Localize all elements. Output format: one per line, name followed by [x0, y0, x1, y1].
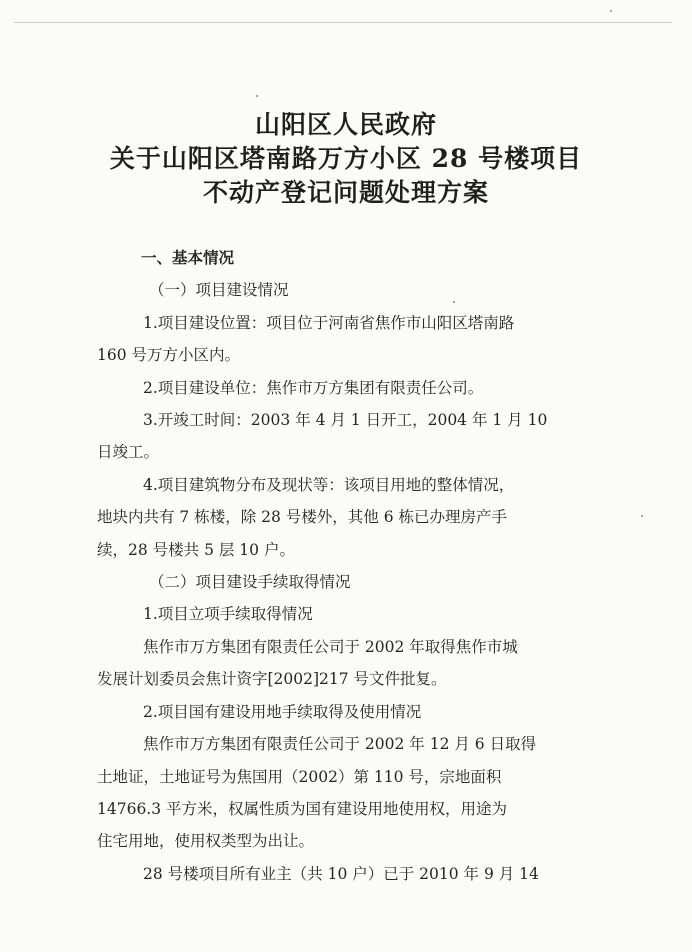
title-line-3: 不动产登记问题处理方案	[202, 178, 489, 207]
paragraph-line: 1.项目立项手续取得情况	[143, 605, 313, 624]
subsection-heading: （二）项目建设手续取得情况	[149, 573, 351, 592]
paragraph-line: 14766.3 平方米，权属性质为国有建设用地使用权，用途为	[97, 799, 508, 818]
document-title	[0, 108, 692, 210]
scan-edge-line	[14, 22, 672, 23]
paragraph-line: 发展计划委员会焦计资字[2002]217 号文件批复。	[97, 670, 447, 689]
paragraph-line: 1.项目建设位置：项目位于河南省焦作市山阳区塔南路	[143, 313, 515, 332]
paragraph-line: 地块内共有 7 栋楼，除 28 号楼外，其他 6 栋已办理房产手	[97, 508, 508, 527]
paragraph-line: 住宅用地，使用权类型为出让。	[97, 832, 315, 851]
section-heading: 一、基本情况	[141, 248, 235, 267]
paragraph-line: 焦作市万方集团有限责任公司于 2002 年取得焦作市城	[143, 637, 518, 656]
paragraph-line: 3.开竣工时间：2003 年 4 月 1 日开工，2004 年 1 月 10	[143, 411, 548, 430]
paragraph-line: 土地证，土地证号为焦国用（2002）第 110 号，宗地面积	[97, 767, 502, 786]
paragraph-line: 2.项目建设单位：焦作市万方集团有限责任公司。	[143, 378, 484, 397]
scan-speck	[610, 10, 612, 12]
paragraph-line: 28 号楼项目所有业主（共 10 户）已于 2010 年 9 月 14	[143, 864, 539, 883]
paragraph-line: 焦作市万方集团有限责任公司于 2002 年 12 月 6 日取得	[143, 735, 537, 754]
paragraph-line: 2.项目国有建设用地手续取得及使用情况	[143, 702, 422, 721]
paragraph-line: 日竣工。	[97, 443, 160, 462]
paragraph-line: 续，28 号楼共 5 层 10 户。	[97, 540, 295, 559]
title-line-1: 山阳区人民政府	[254, 110, 437, 139]
document-body	[97, 242, 597, 890]
scan-speck	[256, 95, 258, 97]
title-line-2: 关于山阳区塔南路万方小区 28 号楼项目	[109, 144, 583, 173]
scan-speck	[641, 515, 643, 517]
paragraph-line: 4.项目建筑物分布及现状等：该项目用地的整体情况，	[143, 475, 515, 494]
paragraph-line: 160 号万方小区内。	[97, 346, 241, 365]
subsection-heading: （一）项目建设情况	[149, 281, 289, 300]
